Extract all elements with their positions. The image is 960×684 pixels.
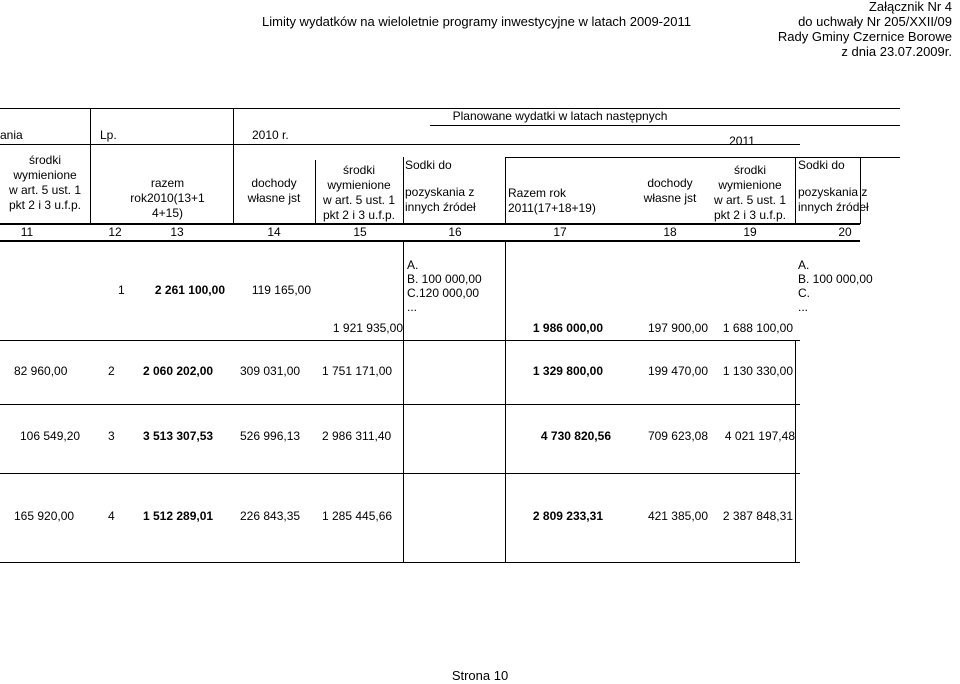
col-number: 17 <box>553 225 567 239</box>
total-2011-cell: 1 986 000,00 <box>532 321 603 335</box>
total-2010-cell: 2 060 202,00 <box>143 364 214 378</box>
lp-cell: 1 <box>118 283 125 297</box>
document-title: Limity wydatków na wieloletnie programy inwestycyjne w latach 2009-2011 <box>262 14 691 29</box>
col-header-14: dochody własne jst <box>247 176 301 205</box>
own-income-2011-cell: 197 900,00 <box>647 321 708 335</box>
col-number: 16 <box>448 225 462 239</box>
lp-cell: 2 <box>108 364 115 378</box>
annex-block <box>778 0 952 59</box>
other-sources-2010-cell: A. B. 100 000,00 C.120 000,00 ... <box>407 258 482 314</box>
funds-2010-cell: 1 751 171,00 <box>322 364 393 378</box>
col-number: 20 <box>838 225 852 239</box>
annex-line: z dnia 23.07.2009r. <box>841 44 952 59</box>
col-number: 19 <box>743 225 757 239</box>
own-income-2010-cell: 226 843,35 <box>240 509 301 523</box>
col-header-13: razem rok2010(13+1 4+15) <box>130 176 205 220</box>
planned-header: Planowane wydatki w latach następnych <box>452 109 668 123</box>
col-header-11: środki wymienione w art. 5 ust. 1 pkt 2 i 3 u.f.p. <box>8 153 82 212</box>
funds-2011-cell: 4 021 197,48 <box>724 429 795 443</box>
total-2011-cell: 4 730 820,56 <box>540 429 611 443</box>
total-2011-cell: 1 329 800,00 <box>532 364 603 378</box>
funds-prev-cell: 106 549,20 <box>20 429 81 443</box>
funds-prev-cell: 82 960,00 <box>14 364 68 378</box>
col-number: 15 <box>353 225 367 239</box>
col-number: 13 <box>170 225 184 239</box>
total-2011-cell: 2 809 233,31 <box>532 509 603 523</box>
col-number: 11 <box>20 225 34 239</box>
annex-line: Załącznik Nr 4 <box>868 0 952 14</box>
total-2010-cell: 3 513 307,53 <box>143 429 214 443</box>
col-number: 14 <box>267 225 281 239</box>
funds-prev-cell: 165 920,00 <box>14 509 75 523</box>
col-header-17: Razem rok 2011(17+18+19) <box>508 186 596 215</box>
col-header-lp: Lp. <box>100 128 117 142</box>
page-number: Strona 10 <box>451 668 509 683</box>
funds-2011-cell: 1 130 330,00 <box>722 364 793 378</box>
col-header-16: Sodki do pozyskania z innych źródeł <box>405 158 476 214</box>
funds-2010-cell: 1 921 935,00 <box>332 321 403 335</box>
year-2011-header: 2011 <box>729 134 755 148</box>
col-header-ania: ania <box>0 128 23 142</box>
lp-cell: 4 <box>108 509 115 523</box>
funds-2011-cell: 1 688 100,00 <box>722 321 793 335</box>
annex-line: Rady Gminy Czernice Borowe <box>777 29 952 44</box>
lp-cell: 3 <box>108 429 115 443</box>
own-income-2011-cell: 199 470,00 <box>647 364 708 378</box>
year-2010-header: 2010 r. <box>252 128 289 142</box>
funds-2010-cell: 2 986 311,40 <box>322 429 392 443</box>
col-header-18: dochody własne jst <box>643 176 697 205</box>
own-income-2010-cell: 119 165,00 <box>251 283 311 297</box>
annex-line: do uchwały Nr 205/XXII/09 <box>798 14 952 29</box>
total-2010-cell: 1 512 289,01 <box>143 509 214 523</box>
col-header-15: środki wymienione w art. 5 ust. 1 pkt 2 i 3 u.f.p. <box>322 163 396 222</box>
col-header-20: Sodki do pozyskania z innych źródeł <box>798 158 869 214</box>
funds-2011-cell: 2 387 848,31 <box>722 509 793 523</box>
own-income-2010-cell: 526 996,13 <box>240 429 301 443</box>
col-number: 12 <box>108 225 122 239</box>
total-2010-cell: 2 261 100,00 <box>154 283 225 297</box>
col-number: 18 <box>663 225 677 239</box>
funds-2010-cell: 1 285 445,66 <box>322 509 393 523</box>
own-income-2011-cell: 421 385,00 <box>647 509 708 523</box>
other-sources-2011-cell: A. B. 100 000,00 C. ... <box>798 258 873 314</box>
col-header-19: środki wymienione w art. 5 ust. 1 pkt 2 i 3 u.f.p. <box>713 163 787 222</box>
own-income-2011-cell: 709 623,08 <box>647 429 708 443</box>
own-income-2010-cell: 309 031,00 <box>240 364 301 378</box>
